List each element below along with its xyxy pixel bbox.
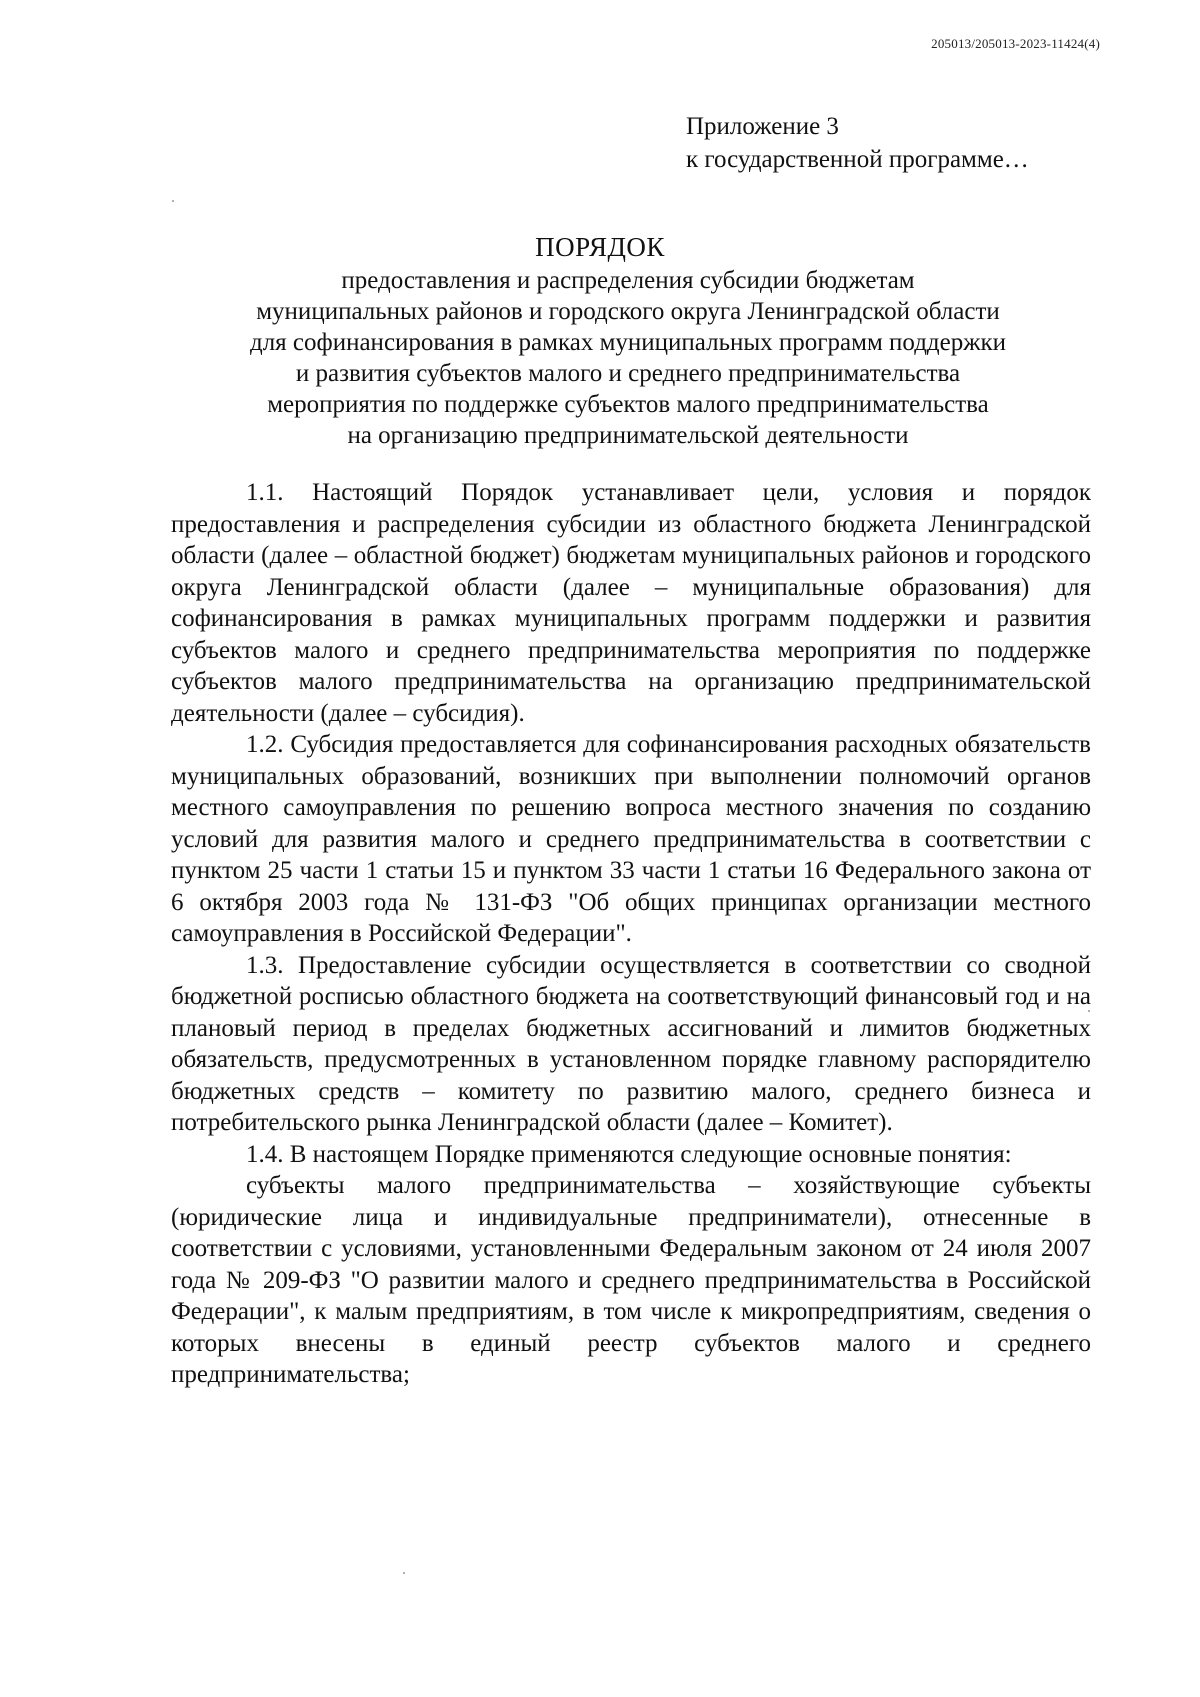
subtitle-line: и развития субъектов малого и среднего предпринимательства [295,360,961,387]
scan-speck [172,200,174,202]
appendix-line-1: Приложение 3 [686,113,839,140]
paragraph-definition: субъекты малого предпринимательства – хозяйствующие субъекты (юридические лица и индивидуальные предприниматели), отнесенные в соответствии с условиями, установленными Федеральным законом от 24 июля 2007 года № 209-ФЗ "О развитии малого и среднего предпринимательства в Российской Федерации", к малым предприятиям, в том числе к микропредприятиям, сведения о которых внесены в единый реестр субъектов малого и среднего предпринимательства; [171,1172,1091,1388]
subtitle-line: предоставления и распределения субсидии бюджетам [341,267,915,294]
subtitle-line: муниципальных районов и городского округа Ленинградской области [256,298,1000,325]
paragraph-1-2: 1.2. Субсидия предоставляется для софинансирования расходных обязательств муниципальных образований, возникших при выполнении полномочий органов местного самоуправления по решению вопроса местного значения по созданию условий для развития малого и среднего предпринимательства в соответствии с пунктом 25 части 1 статьи 15 и пунктом 33 части 1 статьи 16 Федерального закона от 6 октября 2003 года № 131-ФЗ "Об общих принципах организации местного самоуправления в Российской Федерации". [171,731,1091,947]
paragraph-1-4: 1.4. В настоящем Порядке применяются следующие основные понятия: [246,1140,1012,1168]
paragraph-1-1: 1.1. Настоящий Порядок устанавливает цели, условия и порядок предоставления и распределения субсидии из областного бюджета Ленинградской области (далее – областной бюджет) бюджетам муниципальных районов и городского округа Ленинградской области (далее – муниципальные образования) для софинансирования в рамках муниципальных программ поддержки и развития субъектов малого и среднего предпринимательства мероприятия по поддержке субъектов малого предпринимательства на организацию предпринимательской деятельности (далее – субсидия). [171,479,1091,727]
scan-speck [403,1572,405,1574]
document-id: 205013/205013-2023-11424(4) [931,36,1100,51]
scan-speck [1088,1010,1090,1012]
document-subtitle [0,265,1200,451]
document-body [171,477,1091,1391]
appendix-note [686,110,1029,176]
subtitle-line: мероприятия по поддержке субъектов малого предпринимательства [267,391,989,418]
appendix-line-2: к государственной программе… [686,146,1029,173]
paragraph-1-3: 1.3. Предоставление субсидии осуществляется в соответствии со сводной бюджетной росписью областного бюджета на соответствующий финансовый год и на плановый период в пределах бюджетных ассигнований и лимитов бюджетных обязательств, предусмотренных в установленном порядке главному распорядителю бюджетных средств – комитету по развитию малого, среднего бизнеса и потребительского рынка Ленинградской области (далее – Комитет). [171,951,1091,1136]
document-title: ПОРЯДОК [535,232,665,262]
subtitle-line: для софинансирования в рамках муниципальных программ поддержки [249,329,1007,356]
subtitle-line: на организацию предпринимательской деятельности [347,422,909,449]
